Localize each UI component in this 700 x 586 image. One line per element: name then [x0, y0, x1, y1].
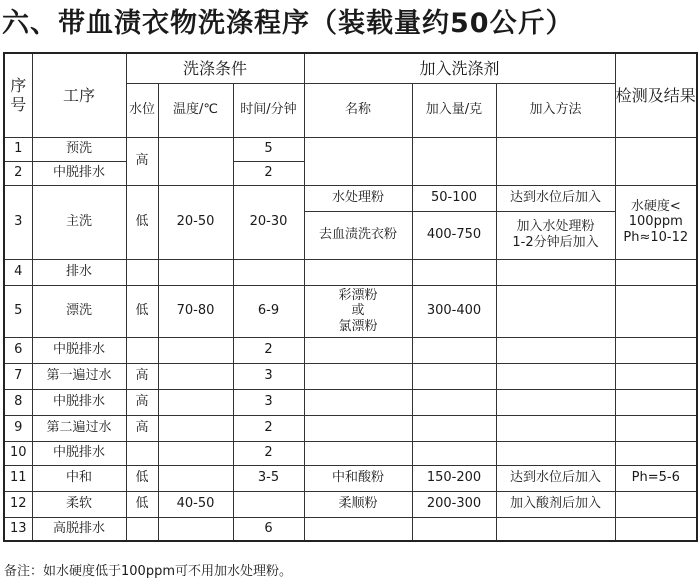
temperature	[158, 441, 233, 465]
result	[615, 337, 697, 363]
temperature	[158, 137, 233, 185]
detergent-name: 中和酸粉	[304, 465, 412, 491]
add-method	[496, 285, 615, 337]
detergent-amount	[412, 517, 496, 541]
step-name: 中脱排水	[32, 161, 126, 185]
water-level	[126, 337, 158, 363]
step-name: 第一遍过水	[32, 363, 126, 389]
water-level: 高	[126, 363, 158, 389]
detergent-name	[304, 259, 412, 285]
detergent-name: 水处理粉	[304, 185, 412, 211]
step-name: 柔软	[32, 491, 126, 517]
row-number: 1	[4, 137, 32, 161]
temperature	[158, 337, 233, 363]
header-temperature: 温度/℃	[158, 83, 233, 137]
detergent-name: 去血渍洗衣粉	[304, 211, 412, 259]
page-title: 六、带血渍衣物洗涤程序（装载量约50公斤）	[2, 8, 574, 39]
duration	[233, 259, 304, 285]
table-row	[4, 363, 697, 389]
detergent-name	[304, 517, 412, 541]
header-name: 名称	[304, 83, 412, 137]
temperature: 20-50	[158, 185, 233, 259]
detergent-amount	[412, 337, 496, 363]
detergent-amount	[412, 415, 496, 441]
add-method	[496, 389, 615, 415]
step-name: 中脱排水	[32, 441, 126, 465]
duration: 20-30	[233, 185, 304, 259]
result: 水硬度< 100ppm Ph≈10-12	[615, 185, 697, 259]
duration	[233, 491, 304, 517]
header-step: 工序	[32, 53, 126, 137]
detergent-amount: 200-300	[412, 491, 496, 517]
detergent-name	[304, 415, 412, 441]
header-detergents: 加入洗涤剂	[304, 53, 615, 83]
water-level	[126, 517, 158, 541]
table-row	[4, 285, 697, 337]
water-level: 低	[126, 185, 158, 259]
add-method	[496, 415, 615, 441]
detergent-amount: 300-400	[412, 285, 496, 337]
row-number: 3	[4, 185, 32, 259]
detergent-amount	[412, 441, 496, 465]
table-row	[4, 337, 697, 363]
add-method	[496, 137, 615, 185]
water-level: 高	[126, 137, 158, 185]
duration: 2	[233, 161, 304, 185]
temperature: 40-50	[158, 491, 233, 517]
step-name: 中和	[32, 465, 126, 491]
detergent-name	[304, 441, 412, 465]
table-row	[4, 441, 697, 465]
table-row	[4, 491, 697, 517]
water-level	[126, 441, 158, 465]
temperature	[158, 517, 233, 541]
step-name: 中脱排水	[32, 337, 126, 363]
add-method	[496, 259, 615, 285]
water-level: 低	[126, 491, 158, 517]
result	[615, 137, 697, 185]
step-name: 预洗	[32, 137, 126, 161]
table-row	[4, 415, 697, 441]
duration: 3	[233, 363, 304, 389]
step-name: 中脱排水	[32, 389, 126, 415]
temperature	[158, 363, 233, 389]
row-number: 10	[4, 441, 32, 465]
row-number: 6	[4, 337, 32, 363]
add-method	[496, 337, 615, 363]
row-number: 2	[4, 161, 32, 185]
row-number: 7	[4, 363, 32, 389]
water-level: 高	[126, 389, 158, 415]
row-number: 9	[4, 415, 32, 441]
duration: 5	[233, 137, 304, 161]
duration: 6	[233, 517, 304, 541]
result	[615, 491, 697, 517]
duration: 3	[233, 389, 304, 415]
washing-procedure-table	[3, 52, 698, 542]
detergent-amount: 50-100	[412, 185, 496, 211]
add-method	[496, 363, 615, 389]
temperature	[158, 415, 233, 441]
header-amount: 加入量/克	[412, 83, 496, 137]
step-name: 第二遍过水	[32, 415, 126, 441]
table-row	[4, 517, 697, 541]
result	[615, 415, 697, 441]
table-row	[4, 389, 697, 415]
duration: 6-9	[233, 285, 304, 337]
result	[615, 517, 697, 541]
detergent-name	[304, 137, 412, 185]
water-level: 低	[126, 465, 158, 491]
header-seq: 序号	[4, 53, 32, 137]
detergent-amount: 400-750	[412, 211, 496, 259]
detergent-amount	[412, 389, 496, 415]
header-result: 检测及结果	[615, 53, 697, 137]
detergent-name	[304, 389, 412, 415]
row-number: 4	[4, 259, 32, 285]
duration: 3-5	[233, 465, 304, 491]
detergent-amount	[412, 137, 496, 185]
step-name: 主洗	[32, 185, 126, 259]
detergent-name	[304, 337, 412, 363]
add-method: 加入酸剂后加入	[496, 491, 615, 517]
header-method: 加入方法	[496, 83, 615, 137]
header-time: 时间/分钟	[233, 83, 304, 137]
table-row	[4, 137, 697, 161]
result	[615, 259, 697, 285]
result	[615, 389, 697, 415]
temperature	[158, 465, 233, 491]
detergent-amount	[412, 259, 496, 285]
result	[615, 441, 697, 465]
duration: 2	[233, 415, 304, 441]
water-level: 低	[126, 285, 158, 337]
footnote: 备注：如水硬度低于100ppm可不用加水处理粉。	[4, 564, 292, 579]
row-number: 11	[4, 465, 32, 491]
detergent-name	[304, 363, 412, 389]
result	[615, 285, 697, 337]
add-method	[496, 517, 615, 541]
table-row	[4, 259, 697, 285]
temperature	[158, 259, 233, 285]
water-level	[126, 259, 158, 285]
temperature: 70-80	[158, 285, 233, 337]
temperature	[158, 389, 233, 415]
detergent-amount	[412, 363, 496, 389]
detergent-amount: 150-200	[412, 465, 496, 491]
add-method: 达到水位后加入	[496, 185, 615, 211]
step-name: 排水	[32, 259, 126, 285]
table-row	[4, 185, 697, 211]
step-name: 漂洗	[32, 285, 126, 337]
row-number: 8	[4, 389, 32, 415]
add-method: 达到水位后加入	[496, 465, 615, 491]
detergent-name: 彩漂粉 或 氯漂粉	[304, 285, 412, 337]
add-method	[496, 441, 615, 465]
row-number: 12	[4, 491, 32, 517]
result: Ph=5-6	[615, 465, 697, 491]
duration: 2	[233, 337, 304, 363]
detergent-name: 柔顺粉	[304, 491, 412, 517]
header-water-level: 水位	[126, 83, 158, 137]
step-name: 高脱排水	[32, 517, 126, 541]
duration: 2	[233, 441, 304, 465]
header-wash-conditions: 洗涤条件	[126, 53, 304, 83]
water-level: 高	[126, 415, 158, 441]
row-number: 13	[4, 517, 32, 541]
result	[615, 363, 697, 389]
add-method: 加入水处理粉 1-2分钟后加入	[496, 211, 615, 259]
row-number: 5	[4, 285, 32, 337]
table-row	[4, 465, 697, 491]
